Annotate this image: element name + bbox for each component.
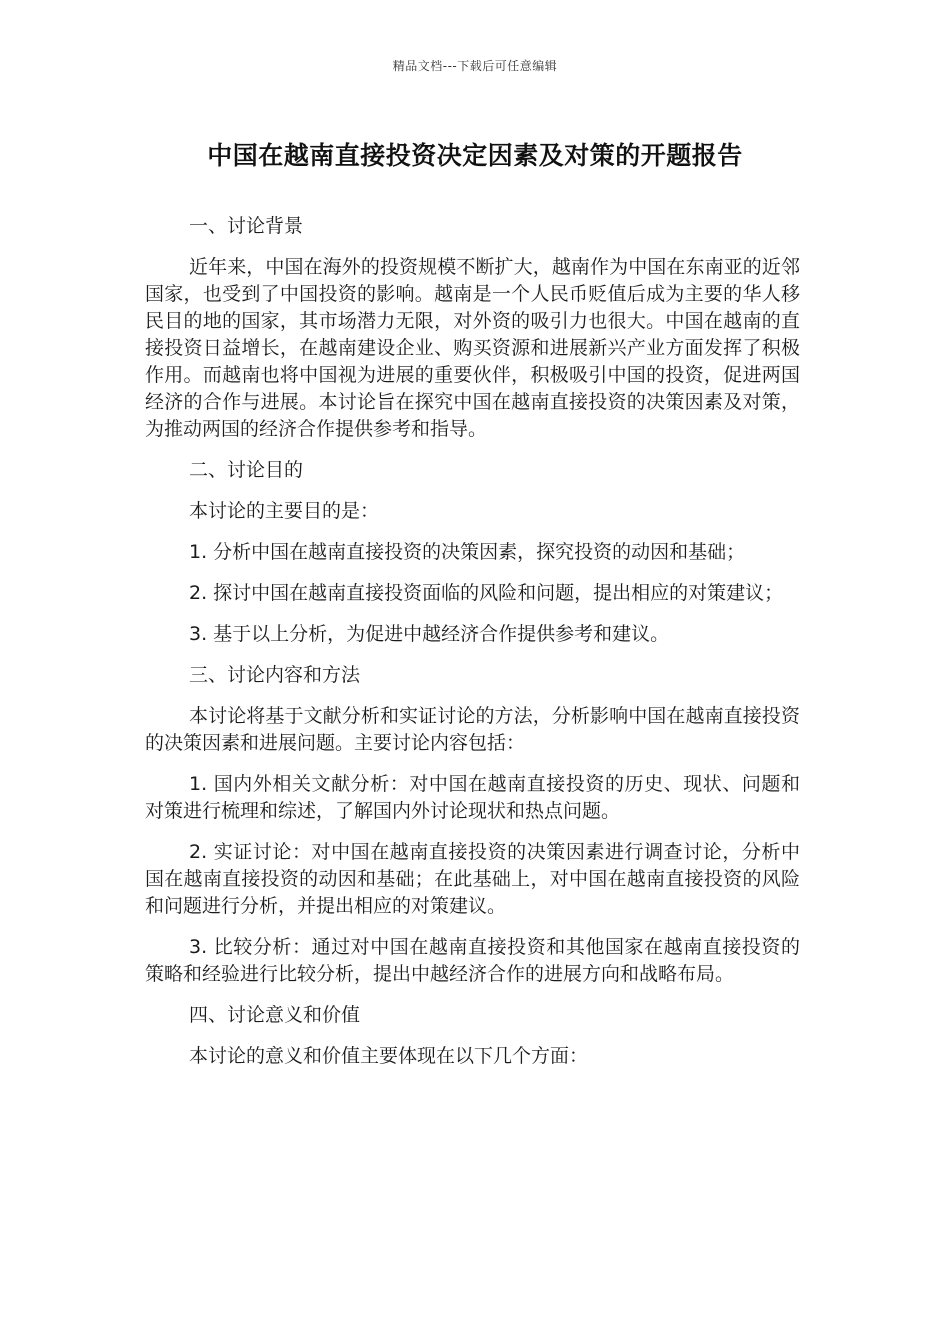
paragraph-background: 近年来，中国在海外的投资规模不断扩大，越南作为中国在东南亚的近邻国家，也受到了中国投资的影响。越南是一个人民币贬值后成为主要的华人移民目的地的国家，其市场潜力无限，对外资的吸引力也很大。中国在越南的直接投资日益增长，在越南建设企业、购买资源和进展新兴产业方面发挥了积极作用。而越南也将中国视为进展的重要伙伴，积极吸引中国的投资，促进两国经济的合作与进展。本讨论旨在探究中国在越南直接投资的决策因素及对策，为推动两国的经济合作提供参考和指导。: [145, 256, 800, 440]
document-body: [145, 213, 800, 1084]
section-heading-significance: 四、讨论意义和价值: [189, 1004, 361, 1026]
header-note: 精品文档---下载后可任意编辑: [392, 59, 558, 73]
section-heading-purpose: 二、讨论目的: [189, 459, 304, 481]
list-item-purpose-1: 1. 分析中国在越南直接投资的决策因素，探究投资的动因和基础；: [189, 541, 746, 563]
paragraph-purpose-intro: 本讨论的主要目的是：: [189, 500, 380, 522]
list-item-content-1: 1. 国内外相关文献分析：对中国在越南直接投资的历史、现状、问题和对策进行梳理和综述，了解国内外讨论现状和热点问题。: [145, 773, 800, 822]
list-item-purpose-2: 2. 探讨中国在越南直接投资面临的风险和问题，提出相应的对策建议；: [189, 582, 784, 604]
section-heading-background: 一、讨论背景: [189, 215, 304, 237]
paragraph-content-method: 本讨论将基于文献分析和实证讨论的方法，分析影响中国在越南直接投资的决策因素和进展问题。主要讨论内容包括：: [145, 705, 800, 754]
list-item-content-2: 2. 实证讨论：对中国在越南直接投资的决策因素进行调查讨论，分析中国在越南直接投资的动因和基础；在此基础上，对中国在越南直接投资的风险和问题进行分析，并提出相应的对策建议。: [145, 841, 800, 917]
paragraph-significance-intro: 本讨论的意义和价值主要体现在以下几个方面：: [189, 1045, 589, 1067]
list-item-content-3: 3. 比较分析：通过对中国在越南直接投资和其他国家在越南直接投资的策略和经验进行比较分析，提出中越经济合作的进展方向和战略布局。: [145, 936, 800, 985]
document-title: 中国在越南直接投资决定因素及对策的开题报告: [207, 141, 743, 170]
section-heading-content-method: 三、讨论内容和方法: [189, 664, 361, 686]
list-item-purpose-3: 3. 基于以上分析，为促进中越经济合作提供参考和建议。: [189, 623, 670, 645]
